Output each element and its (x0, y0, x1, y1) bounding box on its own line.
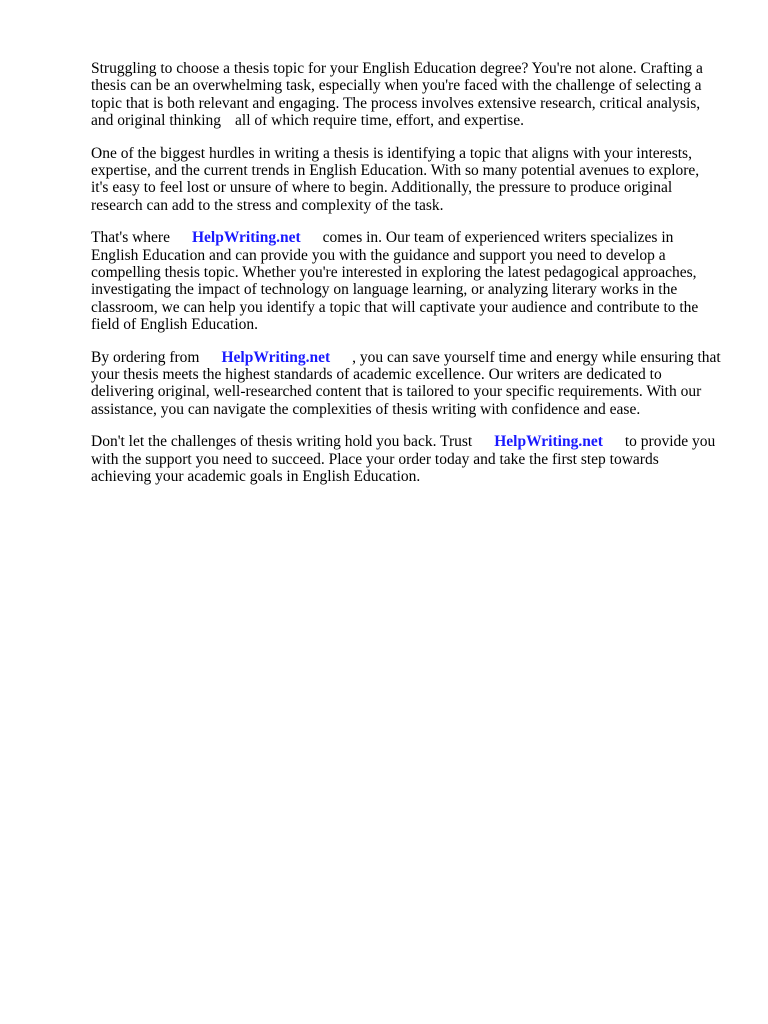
text-fragment: By ordering from (91, 348, 200, 366)
helpwriting-link[interactable]: HelpWriting.net (221, 348, 331, 366)
text-fragment: to provide you (624, 433, 716, 451)
text-line: assistance, you can navigate the complexities of thesis writing with confidence and ease. (91, 400, 641, 418)
paragraph-hurdles (91, 145, 731, 214)
paragraph-service (91, 229, 731, 333)
text-line: it's easy to feel lost or unsure of where to begin. Additionally, the pressure to produce original (91, 179, 673, 197)
text-line: thesis can be an overwhelming task, especially when you're faced with the challenge of selecting a (91, 77, 702, 95)
text-line (91, 229, 731, 246)
text-fragment: and original thinking (91, 111, 222, 129)
text-fragment: That's where (91, 229, 170, 247)
text-line (91, 349, 731, 366)
text-fragment: , you can save yourself time and energy while ensuring that (352, 348, 721, 366)
text-line: delivering original, well-researched content that is tailored to your specific requirements. With our (91, 383, 702, 401)
paragraph-intro (91, 60, 731, 129)
text-line: Struggling to choose a thesis topic for your English Education degree? You're not alone. Crafting a (91, 60, 703, 77)
text-line: research can add to the stress and complexity of the task. (91, 196, 444, 214)
helpwriting-link[interactable]: HelpWriting.net (494, 433, 603, 451)
document-page (91, 60, 731, 501)
text-line (91, 433, 731, 450)
text-line: expertise, and the current trends in English Education. With so many potential avenues to explore, (91, 161, 700, 179)
text-line: achieving your academic goals in English Education. (91, 467, 421, 485)
paragraph-ordering (91, 349, 731, 418)
text-line: your thesis meets the highest standards of academic excellence. Our writers are dedicated to (91, 365, 662, 383)
paragraph-closing (91, 433, 731, 485)
text-line: topic that is both relevant and engaging. The process involves extensive research, critical analysis, (91, 94, 701, 112)
text-line: investigating the impact of technology on language learning, or analyzing literary works in the (91, 281, 678, 299)
text-fragment: Don't let the challenges of thesis writing hold you back. Trust (91, 433, 473, 451)
text-line: classroom, we can help you identify a topic that will captivate your audience and contribute to the (91, 298, 699, 316)
text-fragment: all of which require time, effort, and expertise. (235, 111, 524, 129)
text-line (91, 112, 731, 129)
text-fragment: comes in. Our team of experienced writers specializes in (322, 229, 674, 247)
text-line: compelling thesis topic. Whether you're interested in exploring the latest pedagogical approaches, (91, 263, 697, 281)
text-line: with the support you need to succeed. Place your order today and take the first step towards (91, 450, 659, 468)
text-line: English Education and can provide you with the guidance and support you need to develop a (91, 246, 666, 264)
helpwriting-link[interactable]: HelpWriting.net (191, 229, 301, 247)
text-line: One of the biggest hurdles in writing a thesis is identifying a topic that aligns with your interests, (91, 144, 692, 162)
text-line: field of English Education. (91, 315, 259, 333)
